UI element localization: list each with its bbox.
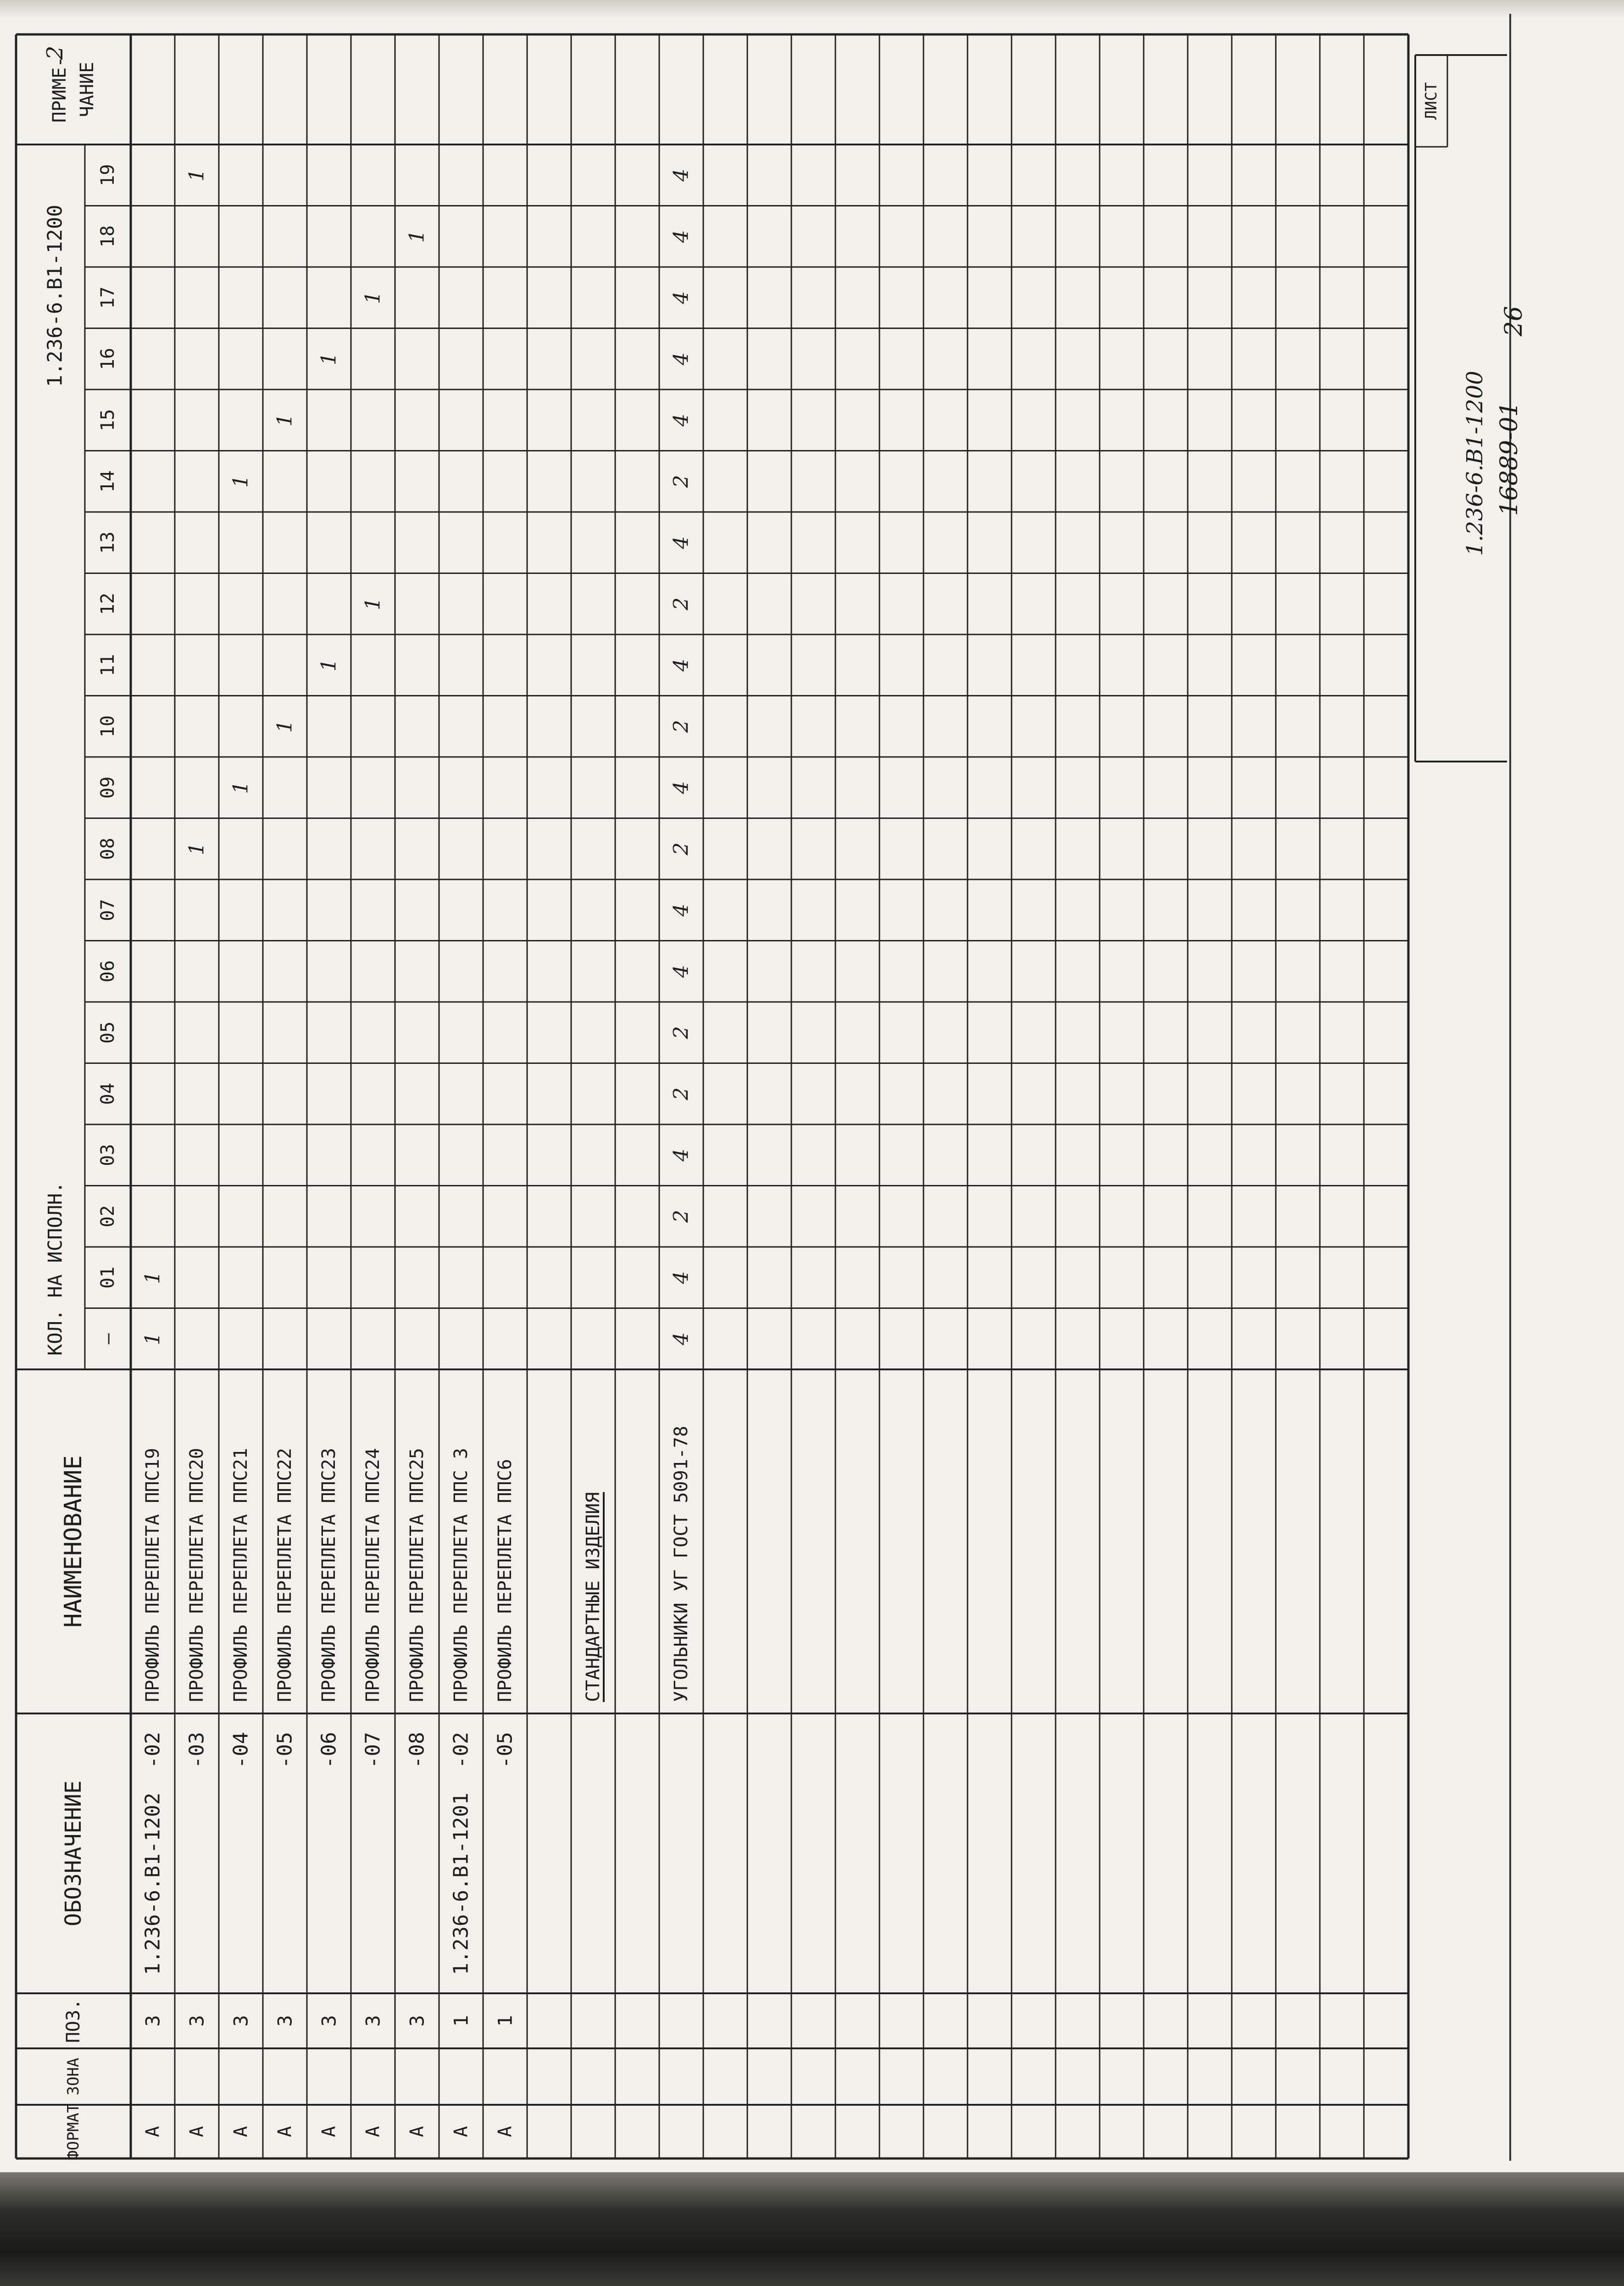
row-qty-cell: 1 <box>317 352 341 366</box>
row-qty-cell: 4 <box>669 168 693 182</box>
row-oboznachenie: 1.236-6.В1-1202 <box>141 1792 165 1975</box>
header-variant-6: 06 <box>97 960 118 983</box>
row-naimenovanie: ПРОФИЛЬ ПЕРЕПЛЕТА ППС19 <box>142 1448 163 1702</box>
header-variant-19: 19 <box>97 164 118 186</box>
header-variant-1: 01 <box>97 1266 118 1289</box>
row-qty-cell: 4 <box>669 1271 693 1284</box>
header-variant-13: 13 <box>97 531 118 554</box>
row-qty-cell: 1 <box>273 720 297 733</box>
row-qty-cell: 4 <box>669 1148 693 1162</box>
row-poz: 3 <box>362 2015 384 2027</box>
row-format: А <box>318 2126 339 2137</box>
row-suffix: -04 <box>229 1732 253 1769</box>
row-poz: 3 <box>317 2015 340 2027</box>
row-qty-cell: 4 <box>669 413 693 427</box>
row-poz: 1 <box>450 2015 473 2027</box>
header-variant-7: 07 <box>97 899 118 921</box>
header-kol-na-ispoln: КОЛ. НА ИСПОЛН. <box>44 1181 67 1356</box>
header-variant-0: — <box>97 1333 118 1345</box>
row-qty-cell: 4 <box>669 352 693 366</box>
row-poz: 3 <box>229 2015 252 2027</box>
row-suffix: -06 <box>317 1732 341 1769</box>
row-qty-cell: 4 <box>669 965 693 978</box>
row-poz: 3 <box>185 2015 208 2027</box>
header-variant-8: 08 <box>97 838 118 860</box>
header-variant-5: 05 <box>97 1021 118 1044</box>
row-suffix: -05 <box>273 1732 297 1769</box>
row-format: А <box>142 2126 163 2137</box>
row-suffix: -05 <box>493 1732 517 1769</box>
row-naimenovanie: ПРОФИЛЬ ПЕРЕПЛЕТА ППС 3 <box>450 1448 472 1702</box>
archive-number: 16889-01 <box>1496 401 1523 516</box>
row-naimenovanie: ПРОФИЛЬ ПЕРЕПЛЕТА ППС21 <box>230 1448 251 1702</box>
row-qty-cell: 2 <box>669 1026 693 1039</box>
title-doc-code: 1.236-6.В1-1200 <box>1462 371 1488 556</box>
header-variant-9: 09 <box>97 776 118 799</box>
row-poz: 3 <box>273 2015 296 2027</box>
archive-page: 26 <box>1500 306 1528 337</box>
row-qty-cell: 1 <box>141 1332 165 1346</box>
row-poz: 3 <box>406 2015 428 2027</box>
row-qty-cell: 2 <box>669 720 693 733</box>
row-qty-cell: 2 <box>669 842 693 856</box>
row-naimenovanie: СТАНДАРТНЫЕ ИЗДЕЛИЯ <box>583 1492 604 1702</box>
row-naimenovanie: УГОЛЬНИКИ УГ ГОСТ 5091-78 <box>671 1425 692 1702</box>
row-qty-cell: 1 <box>185 842 209 856</box>
row-oboznachenie: 1.236-6.В1-1201 <box>449 1792 473 1975</box>
header-primechanie-mark: 2 <box>42 45 68 60</box>
row-naimenovanie: ПРОФИЛЬ ПЕРЕПЛЕТА ППС24 <box>362 1448 384 1702</box>
row-qty-cell: 1 <box>361 291 385 304</box>
row-qty-cell: 4 <box>669 658 693 672</box>
header-format: ФОРМАТ <box>64 2103 83 2160</box>
header-variant-16: 16 <box>97 348 118 370</box>
row-naimenovanie: ПРОФИЛЬ ПЕРЕПЛЕТА ППС6 <box>495 1459 516 1702</box>
row-suffix: -02 <box>141 1732 165 1769</box>
row-poz: 3 <box>141 2015 164 2027</box>
header-naimenovanie: НАИМЕНОВАНИЕ <box>60 1455 87 1628</box>
row-qty-cell: 1 <box>273 413 297 427</box>
header-poz: ПОЗ. <box>63 1998 84 2043</box>
title-sheet-label: ЛИСТ <box>1422 82 1440 120</box>
row-qty-cell: 4 <box>669 781 693 794</box>
header-oboznachenie: ОБОЗНАЧЕНИЕ <box>61 1780 86 1926</box>
header-primechanie-2: ЧАНИЕ <box>77 61 98 117</box>
row-qty-cell: 1 <box>229 781 253 794</box>
row-qty-cell: 2 <box>669 597 693 611</box>
row-suffix: -08 <box>405 1732 429 1769</box>
row-qty-cell: 2 <box>669 475 693 488</box>
row-format: А <box>495 2126 516 2137</box>
header-variant-14: 14 <box>97 470 118 493</box>
header-variant-4: 04 <box>97 1083 118 1105</box>
header-variant-group: 1.236-6.В1-1200 <box>43 205 67 387</box>
header-variant-15: 15 <box>97 409 118 431</box>
row-qty-cell: 2 <box>669 1210 693 1223</box>
header-variant-10: 10 <box>97 715 118 738</box>
row-format: А <box>274 2126 295 2137</box>
row-qty-cell: 4 <box>669 291 693 304</box>
header-variant-17: 17 <box>97 286 118 309</box>
header-primechanie-1: ПРИМЕ- <box>49 56 70 123</box>
row-suffix: -03 <box>185 1732 209 1769</box>
header-variant-18: 18 <box>97 225 118 248</box>
row-qty-cell: 1 <box>405 230 429 243</box>
row-qty-cell: 1 <box>141 1271 165 1284</box>
row-naimenovanie: ПРОФИЛЬ ПЕРЕПЛЕТА ППС20 <box>186 1448 207 1702</box>
row-naimenovanie: ПРОФИЛЬ ПЕРЕПЛЕТА ППС23 <box>318 1448 339 1702</box>
row-qty-cell: 4 <box>669 230 693 243</box>
row-qty-cell: 1 <box>361 597 385 611</box>
row-suffix: -02 <box>449 1732 473 1769</box>
row-qty-cell: 4 <box>669 903 693 917</box>
header-variant-3: 03 <box>97 1144 118 1166</box>
header-variant-11: 11 <box>97 654 118 676</box>
row-naimenovanie: ПРОФИЛЬ ПЕРЕПЛЕТА ППС22 <box>274 1448 295 1702</box>
row-naimenovanie: ПРОФИЛЬ ПЕРЕПЛЕТА ППС25 <box>406 1448 428 1702</box>
row-qty-cell: 1 <box>229 475 253 488</box>
row-qty-cell: 1 <box>185 168 209 182</box>
row-format: А <box>230 2126 251 2137</box>
row-qty-cell: 2 <box>669 1087 693 1101</box>
row-qty-cell: 4 <box>669 536 693 549</box>
row-format: А <box>186 2126 207 2137</box>
header-variant-12: 12 <box>97 593 118 615</box>
row-format: А <box>406 2126 428 2137</box>
scan-edge-bottom <box>0 2172 1624 2286</box>
row-qty-cell: 1 <box>317 658 341 672</box>
row-poz: 1 <box>494 2015 517 2027</box>
row-format: А <box>362 2126 384 2137</box>
row-qty-cell: 4 <box>669 1332 693 1346</box>
row-suffix: -07 <box>361 1732 385 1769</box>
header-variant-2: 02 <box>97 1205 118 1228</box>
row-format: А <box>450 2126 472 2137</box>
header-zona: ЗОНА <box>64 2058 83 2096</box>
